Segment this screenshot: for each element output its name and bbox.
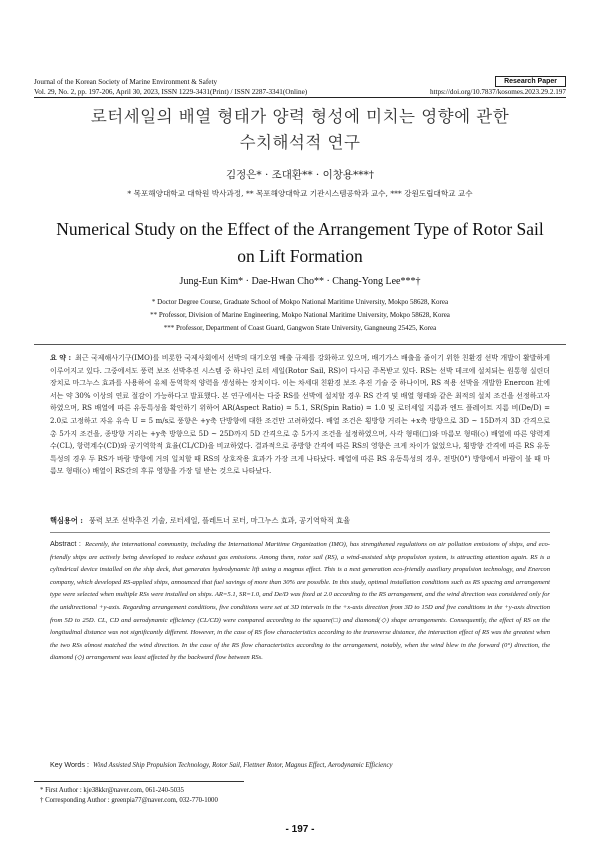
keywords-divider: [50, 532, 550, 533]
english-title-line1: Numerical Study on the Effect of the Arrangement Type of Rotor Sail: [56, 219, 544, 239]
korean-keywords-label: 핵심용어 :: [50, 516, 83, 525]
english-title: [40, 216, 560, 270]
doi-link[interactable]: https://doi.org/10.7837/kosomes.2023.29.2.197: [429, 88, 566, 96]
korean-title-line2: 수치해석적 연구: [239, 133, 361, 152]
korean-abstract: [50, 352, 550, 478]
english-abstract-text: Recently, the international community, including the International Maritime Organization (IMO), has strengthened regulations on air pollution emissions of ships, and eco-friendly ships are actively being developed to reduce exhaust gas emissions. Among them, rotor sail (RS), a wind-assisted ship propulsion system, is attracting attention again. RS is a cylindrical device installed on the ship deck, that generates hydrodynamic lift using a magnus effect. This is a next generation eco-friendly auxiliary propulsion technology, and Enercon company, which developed RS-applied ships, announced that fuel savings of more than 30% are possible. In this study, optimal installation conditions such as RS spacing and arrangement type were selected when multiple RSs were installed on ships. AR=5.1, SR=1.0, and De/D was fixed at 2.0 according to the RS arrangement, and the wind direction was considered only for the unidirectional +y-axis. Regarding arrangement conditions, five conditions were set at 3D intervals in the +x-axis direction from 3D to 15D and five conditions in the +y-axis direction from 5D to 25D. CL, CD and aerodynamic efficiency (CL/CD) were compared according to the square(□) and diamond(◇) shape arrangements. Consequently, the effect of RS on the longitudinal distance was not significantly different. However, in the case of RS flow characteristics according to the transverse distance, the interaction effect of RS was the greatest when the two RSs almost matched the wind direction. In the case of the RS flow characteristics according to the arrangement, notably, when the wind blew in the forward (0°) direction, the diamond (◇) arrangement was least affected by the backward flow between RSs.: [50, 541, 550, 662]
korean-keywords: [50, 516, 550, 526]
affiliation-1: * Doctor Degree Course, Graduate School of Mokpo National Maritime University, Mokpo 58628, Korea: [151, 298, 449, 306]
journal-header: [34, 76, 566, 97]
page-number: - 197 -: [285, 824, 315, 835]
footnotes: [40, 786, 218, 805]
korean-authors: 김정은* · 조대환** · 이창용***†: [225, 169, 375, 181]
english-authors: Jung-Eun Kim* · Dae-Hwan Cho** · Chang-Yong Lee***†: [179, 276, 421, 287]
english-keywords-label: Key Words :: [50, 760, 90, 769]
korean-abstract-text: 최근 국제해사기구(IMO)를 비롯한 국제사회에서 선박의 대기오염 배출 규제를 강화하고 있으며, 배기가스 배출을 줄이기 위한 친환경 선박 개발이 활발하게 이루어지고 있다. 그중에서도 풍력 보조 선박추진 시스템 중 하나인 로터 세일(Rotor Sail, RS)이 다시금 주목받고 있다. RS는 선박 데크에 설치되는 원통형 실린더 장치로 마그누스 효과를 사용하여 유체 동역학적 양력을 생성하는 장치이다. 이는 차세대 친환경 보조 추진 기술 중 하나이며, RS 적용 선박을 개발한 Enercon 社에서는 약 30% 이상의 연료 절감이 가능하다고 발표했다. 본 연구에서는 다중 RS를 선박에 설치할 경우 RS 간격 및 배열 형태와 같은 최적의 설치 조건을 선정하고자 하였으며, RS 배열에 따른 유동특성을 확인하기 위하여 AR(Aspect Ratio) = 5.1, SR(Spin Ratio) = 1.0 및 로터세일 지름과 엔드 플레이트 지름 비(De/D) = 2.0로 고정하고 자유 유속 U = 5 m/s로 풍향은 +y축 단방향에 대한 조건만 고려하였다. 배열 조건은 횡방향 거리는 +x축 방향으로 3D ~ 15D까지 3D 간격으로 총 5가지 조건을, 종방향 거리는 +y축 방향으로 5D ~ 25D까지 5D 간격으로 총 5가지 조건을 설정하였으며, 사각 형태(□)와 마름모 형태(◇) 배열에 따른 양력계수(CL), 항력계수(CD)와 공기역학적 효율(CL/CD)을 비교하였다. 결과적으로 종방향 간격에 따른 RS의 영향은 크게 차이가 없었으나, 횡방향 간격에 따른 RS 유동특성의 경우 두 RS가 바람 방향에 거의 일치할 때 RS의 상호작용 효과가 가장 크게 나타났다. 배열에 따른 RS 유동특성의 경우, 전방(0°) 방향에서 바람이 불 때 마름모 형태(◇) 배열이 RS간의 후류 영향을 가장 덜 받는 것으로 나타났다.: [50, 354, 550, 476]
journal-name: Journal of the Korean Society of Marine Environment & Safety: [34, 77, 218, 86]
english-title-line2: on Lift Formation: [237, 246, 363, 266]
korean-keywords-text: 풍력 보조 선박추진 기술, 로터세일, 플레트너 로터, 마그누스 효과, 공기역학적 효율: [88, 516, 351, 525]
korean-title: [40, 104, 560, 156]
korean-affiliation: * 목포해양대학교 대학원 박사과정, ** 목포해양대학교 기관시스템공학과 교수, *** 강원도립대학교 교수: [127, 189, 473, 198]
english-keywords: [50, 760, 550, 769]
korean-abstract-label: 요 약 :: [50, 353, 72, 362]
volume-info: Vol. 29, No. 2, pp. 197-206, April 30, 2023, ISSN 1229-3431(Print) / ISSN 2287-3341(Online): [34, 88, 308, 96]
english-abstract: [50, 538, 550, 665]
corresponding-author-footnote: † Corresponding Author : greenpia77@naver.com, 032-770-1000: [40, 796, 218, 804]
research-paper-badge: Research Paper: [495, 76, 566, 87]
affiliation-2: ** Professor, Division of Marine Engineering, Mokpo National Maritime University, Mokpo 58628, Korea: [150, 311, 450, 319]
footnote-divider: [34, 781, 244, 782]
first-author-footnote: * First Author : kje38kkr@naver.com, 061-240-5035: [40, 787, 184, 794]
affiliation-3: *** Professor, Department of Coast Guard, Gangwon State University, Gangneung 25425, Korea: [163, 324, 437, 332]
header-divider: [34, 97, 566, 98]
english-affiliations: [0, 296, 600, 335]
english-abstract-label: Abstract :: [50, 539, 81, 548]
abstract-divider: [34, 344, 566, 345]
korean-title-line1: 로터세일의 배열 형태가 양력 형성에 미치는 영향에 관한: [90, 107, 510, 126]
english-keywords-text: Wind Assisted Ship Propulsion Technology, Rotor Sail, Flettner Rotor, Magnus Effect, Aerodynamic Efficiency: [93, 762, 393, 769]
